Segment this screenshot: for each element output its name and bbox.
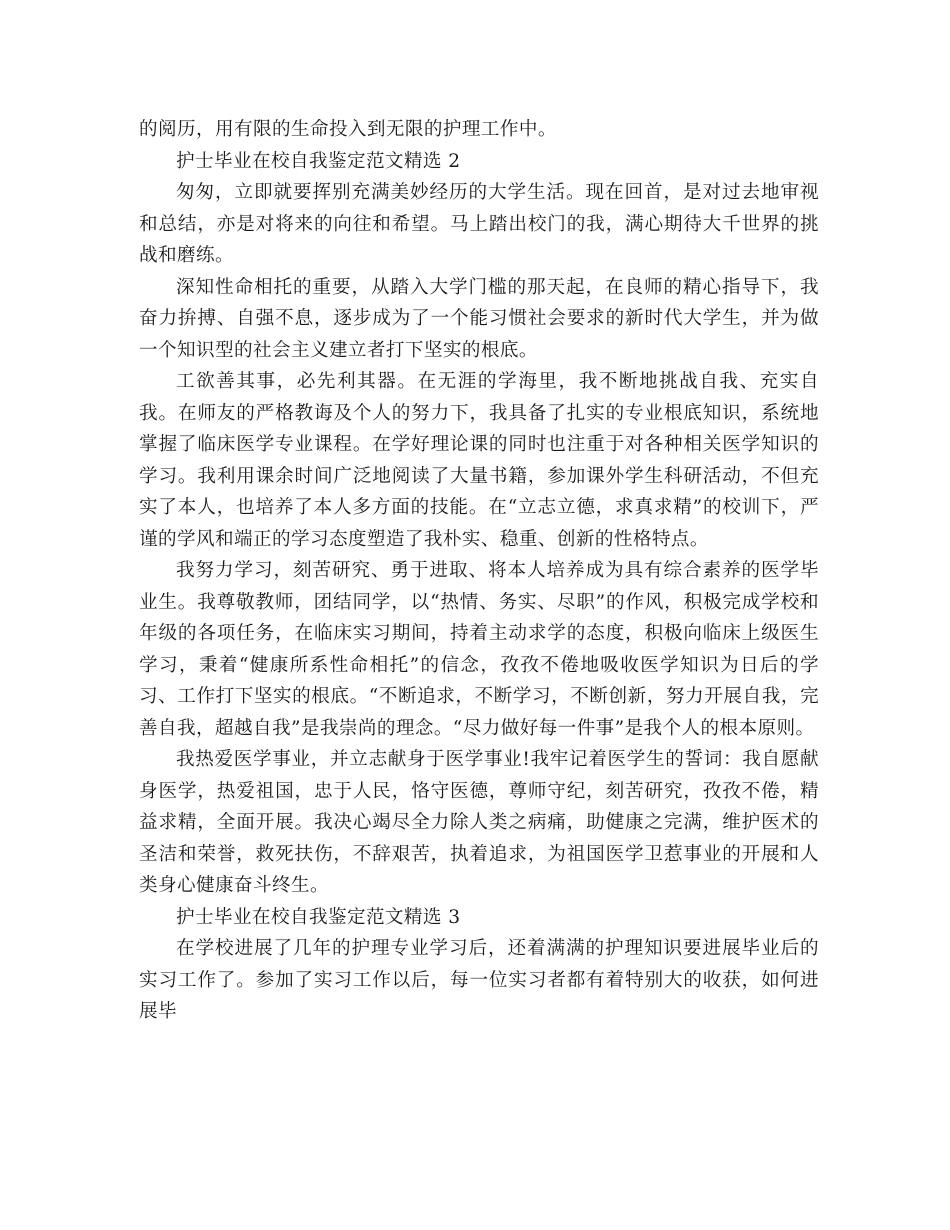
paragraph: 工欲善其事，必先利其器。在无涯的学海里，我不断地挑战自我、充实自我。在师友的严格教诲及个人的努力下，我具备了扎实的专业根底知识，系统地掌握了临床医学专业课程。在学好理论课的同时也注重于对各种相关医学知识的学习。我利用课余时间广泛地阅读了大量书籍，参加课外学生科研活动，不但充实了本人，也培养了本人多方面的技能。在“立志立德，求真求精”的校训下，严谨的学风和端正的学习态度塑造了我朴实、稳重、创新的性格特点。 [139, 371, 819, 550]
paragraph: 深知性命相托的重要，从踏入大学门槛的那天起，在良师的精心指导下，我奋力拚搏、自强不息，逐步成为了一个能习惯社会要求的新时代大学生，并为做一个知识型的社会主义建立者打下坚实的根底。 [139, 276, 819, 361]
section-heading-2: 护士毕业在校自我鉴定范文精选 2 [176, 150, 461, 172]
document-body [139, 114, 819, 1028]
paragraph: 匆匆，立即就要挥别充满美妙经历的大学生活。现在回首，是对过去地审视和总结，亦是对将来的向往和希望。马上踏出校门的我，满心期待大千世界的挑战和磨练。 [139, 182, 819, 266]
paragraph: 在学校进展了几年的护理专业学习后，还着满满的护理知识要进展毕业后的实习工作了。参加了实习工作以后，每一位实习者都有着特别大的收获，如何进展毕 [139, 938, 819, 1022]
section-heading-3: 护士毕业在校自我鉴定范文精选 3 [176, 906, 461, 928]
paragraph: 我努力学习，刻苦研究、勇于进取、将本人培养成为具有综合素养的医学毕业生。我尊敬教师，团结同学，以“热情、务实、尽职”的作风，积极完成学校和年级的各项任务，在临床实习期间，持着主动求学的态度，积极向临床上级医生学习，秉着“健康所系性命相托”的信念，孜孜不倦地吸收医学知识为日后的学习、工作打下坚实的根底。“不断追求，不断学习，不断创新，努力开展自我，完善自我，超越自我”是我崇尚的理念。“尽力做好每一件事”是我个人的根本原则。 [139, 560, 819, 739]
paragraph: 我热爱医学事业，并立志献身于医学事业!我牢记着医学生的誓词：我自愿献身医学，热爱祖国，忠于人民，恪守医德，尊师守纪，刻苦研究，孜孜不倦，精益求精，全面开展。我决心竭尽全力除人类之病痛，助健康之完满，维护医术的圣洁和荣誉，救死扶伤，不辞艰苦，执着追求，为祖国医学卫惹事业的开展和人类身心健康奋斗终生。 [139, 749, 819, 896]
paragraph-continuation: 的阅历，用有限的生命投入到无限的护理工作中。 [139, 119, 557, 140]
